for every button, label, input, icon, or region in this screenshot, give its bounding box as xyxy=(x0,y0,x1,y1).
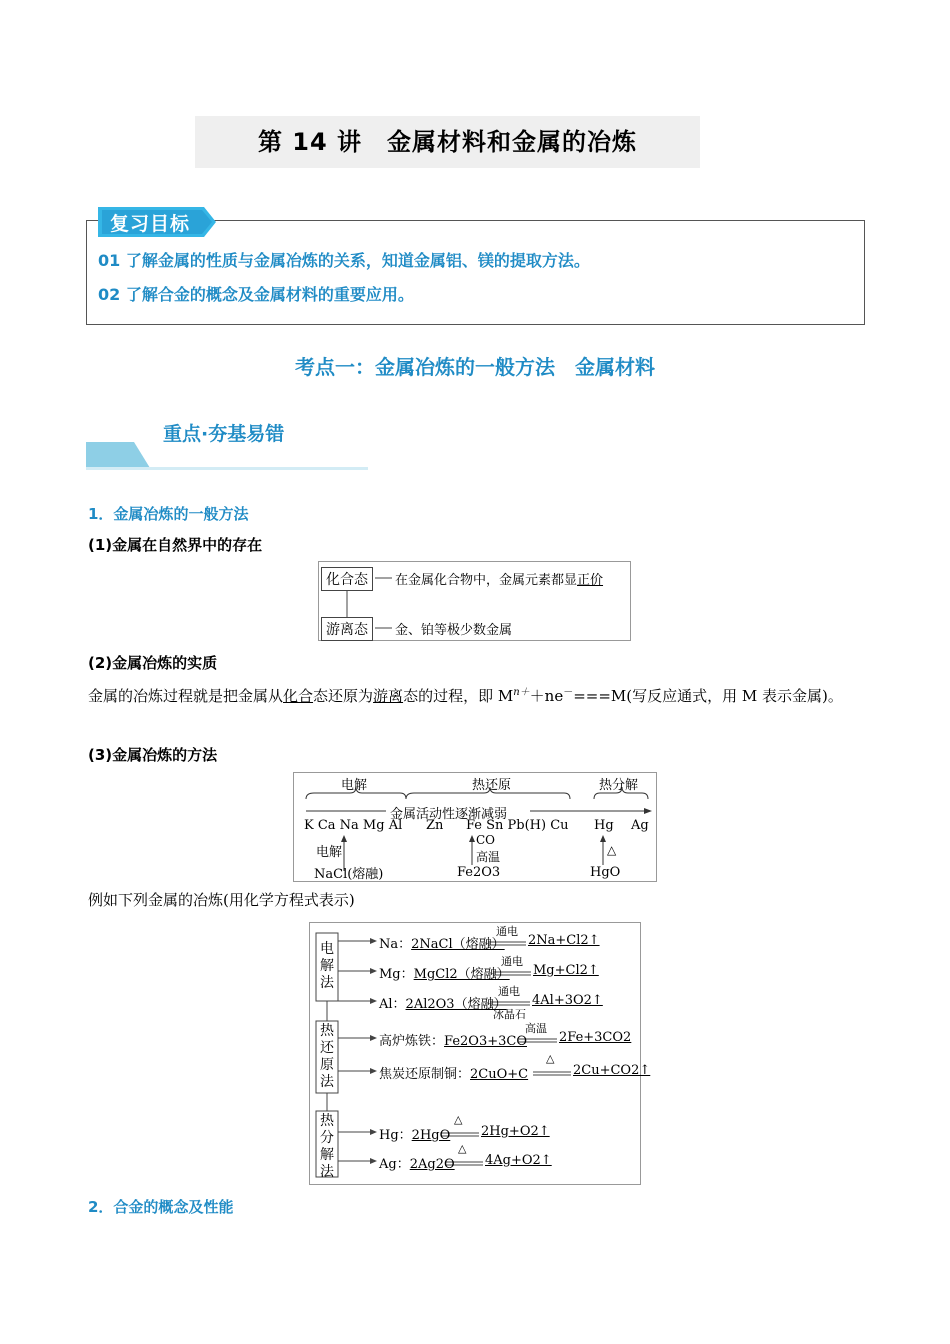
source-hgo: HgO xyxy=(590,865,621,880)
smelting-equations-diagram xyxy=(309,922,651,1185)
equation-na-condition: 通电 xyxy=(496,925,518,938)
metals-group-3: Fe Sn Pb(H) Cu xyxy=(466,818,569,833)
equation-ag-condition: △ xyxy=(458,1142,467,1155)
method-activity-diagram xyxy=(293,772,657,882)
equation-hg-condition: △ xyxy=(454,1113,463,1126)
section1-heading: 1．金属冶炼的一般方法 xyxy=(88,505,249,523)
metals-group-2: Zn xyxy=(426,818,444,833)
condition-high-temp: 高温 xyxy=(476,850,501,864)
equation-copper-condition: △ xyxy=(546,1052,555,1065)
equation-hg-product: 2Hg+O2↑ xyxy=(481,1124,550,1139)
equation-na: Na：2NaCl（熔融） xyxy=(379,937,505,952)
equation-al: Al：2Al2O3（熔融） xyxy=(379,997,507,1012)
condition-co: CO xyxy=(476,833,496,847)
category-thermal-decomposition: 热分解法 xyxy=(320,1113,334,1180)
group-thermal-decomposition-label: 热分解 xyxy=(599,778,639,793)
page-title: 第 14 讲 金属材料和金属的冶炼 xyxy=(257,128,638,156)
subsection-1-heading: (1)金属在自然界中的存在 xyxy=(88,536,263,554)
category-thermal-reduction: 热还原法 xyxy=(320,1023,334,1090)
existence-diagram xyxy=(318,561,631,641)
equation-al-product: 4Al+3O2↑ xyxy=(532,993,603,1008)
section2-heading: 2．合金的概念及性能 xyxy=(88,1198,234,1216)
objective-item-1: 01 了解金属的性质与金属冶炼的关系，知道金属铝、镁的提取方法。 xyxy=(98,251,590,270)
state-free-desc: 金、铂等极少数金属 xyxy=(395,623,513,638)
group-thermal-reduction-label: 热还原 xyxy=(472,778,512,793)
objectives-tag-label: 复习目标 xyxy=(110,213,191,235)
metals-group-1: K Ca Na Mg Al xyxy=(304,818,403,833)
kaodian-heading: 考点一：金属冶炼的一般方法 金属材料 xyxy=(295,355,655,379)
section-banner-label: 重点·夯基易错 xyxy=(163,423,285,445)
equation-al-condition: 通电 xyxy=(498,985,520,998)
state-compound-desc: 在金属化合物中，金属元素都显正价 xyxy=(395,573,604,588)
equation-na-product: 2Na+Cl2↑ xyxy=(528,933,600,948)
equation-copper: 焦炭还原制铜：2CuO+C xyxy=(379,1067,529,1082)
equation-mg-condition: 通电 xyxy=(501,955,523,968)
equation-ag: Ag：2Ag2O xyxy=(379,1157,455,1172)
activity-arrow-label: 金属活动性逐渐减弱 xyxy=(390,807,508,822)
source-nacl: NaCl(熔融) xyxy=(314,867,384,882)
metals-group-5: Ag xyxy=(631,818,649,833)
objective-item-2: 02 了解合金的概念及金属材料的重要应用。 xyxy=(98,285,414,304)
equation-ag-product: 4Ag+O2↑ xyxy=(485,1153,552,1168)
metals-group-4: Hg xyxy=(594,818,614,833)
equation-iron-product: 2Fe+3CO2 xyxy=(559,1030,632,1045)
equation-mg-product: Mg+Cl2↑ xyxy=(533,963,599,978)
equation-al-condition-2: 冰晶石 xyxy=(493,1008,526,1021)
group-electrolysis-label: 电解 xyxy=(341,778,368,793)
subsection-3-heading: (3)金属冶炼的方法 xyxy=(88,746,218,764)
condition-heat: △ xyxy=(607,843,617,857)
essence-paragraph: 金属的冶炼过程就是把金属从化合态还原为游离态的过程，即 $M^{n+}+ne^-===M$(写反应通式，用 M 表示金属)。 xyxy=(88,687,843,705)
condition-electrolysis: 电解 xyxy=(316,845,343,860)
state-free-box: 游离态 xyxy=(321,617,373,641)
equation-mg: Mg：MgCl2（熔融） xyxy=(379,967,510,982)
equation-copper-product: 2Cu+CO2↑ xyxy=(573,1063,651,1078)
category-electrolysis: 电解法 xyxy=(320,941,334,991)
equation-iron-condition: 高温 xyxy=(525,1022,547,1035)
example-intro: 例如下列金属的冶炼(用化学方程式表示) xyxy=(88,891,355,909)
equation-hg: Hg：2HgO xyxy=(379,1128,451,1143)
state-compound-box: 化合态 xyxy=(321,567,373,591)
source-fe2o3: Fe2O3 xyxy=(457,865,501,880)
subsection-2-heading: (2)金属冶炼的实质 xyxy=(88,654,218,672)
equation-iron: 高炉炼铁：Fe2O3+3CO xyxy=(379,1034,527,1049)
